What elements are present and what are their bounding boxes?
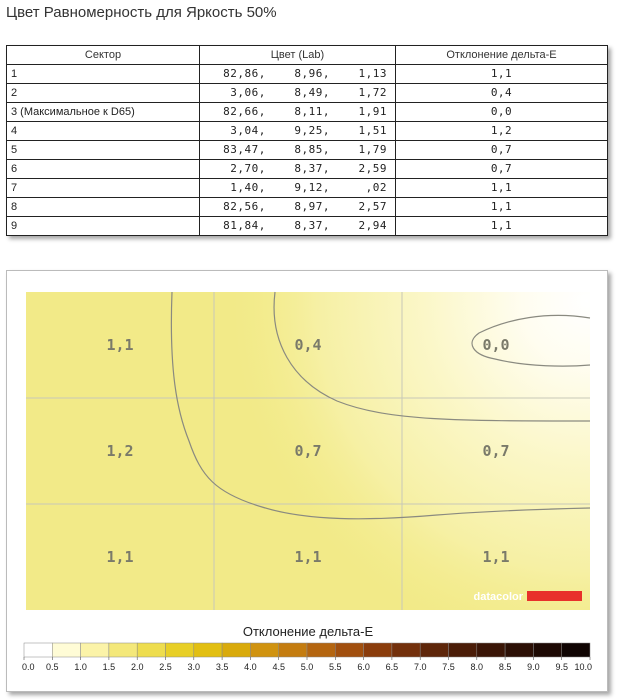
legend-swatch	[222, 643, 250, 657]
table-row	[7, 103, 608, 122]
legend-color-scale	[24, 643, 590, 657]
legend-swatch	[392, 643, 420, 657]
legend-swatch	[335, 643, 363, 657]
uniformity-heatmap	[7, 271, 607, 691]
table-row	[7, 160, 608, 179]
delta-e-cell: 1,1	[396, 198, 608, 217]
legend-tick-label: 5.5	[329, 662, 342, 672]
legend-swatch	[52, 643, 80, 657]
legend-tick-label: 6.0	[357, 662, 370, 672]
column-header-lab: Цвет (Lab)	[200, 46, 396, 65]
heatmap-cell-label: 1,1	[482, 548, 510, 566]
table-row	[7, 122, 608, 141]
heatmap-cell-label: 0,0	[482, 336, 510, 354]
legend-title: Отклонение дельта-E	[242, 624, 374, 639]
lab-cell: 3,06, 8,49, 1,72	[200, 84, 396, 103]
legend-tick-label: 0.0	[22, 662, 35, 672]
legend-tick-label: 5.0	[300, 662, 314, 672]
legend-tick-label: 4.0	[244, 662, 257, 672]
delta-e-cell: 0,0	[396, 103, 608, 122]
heatmap-cell-label: 1,1	[294, 548, 322, 566]
legend-tick-label: 8.5	[498, 662, 512, 672]
legend-tick-label: 8.0	[470, 662, 484, 672]
sector-cell: 3 (Максимальное к D65)	[7, 103, 200, 122]
heatmap-cell-label: 0,7	[294, 442, 322, 460]
legend-tick-label: 4.5	[272, 662, 285, 672]
legend-tick-label: 9.5	[555, 662, 568, 672]
lab-cell: 82,86, 8,96, 1,13	[200, 65, 396, 84]
delta-e-cell: 0,7	[396, 160, 608, 179]
delta-e-cell: 0,4	[396, 84, 608, 103]
sector-cell: 2	[7, 84, 200, 103]
legend-swatch	[194, 643, 222, 657]
table-row	[7, 179, 608, 198]
legend-swatch	[477, 643, 505, 657]
legend-swatch	[24, 643, 52, 657]
sector-cell: 6	[7, 160, 200, 179]
datacolor-bar	[527, 591, 582, 601]
legend-tick-label: 3.0	[187, 662, 201, 672]
legend-tick-label: 7.5	[442, 662, 455, 672]
legend-swatch	[166, 643, 194, 657]
table-row	[7, 141, 608, 160]
legend-swatch	[420, 643, 448, 657]
legend-tick-label: 9.0	[527, 662, 540, 672]
delta-e-cell: 1,1	[396, 217, 608, 236]
sector-cell: 4	[7, 122, 200, 141]
sector-cell: 7	[7, 179, 200, 198]
heatmap-cell-label: 1,2	[106, 442, 134, 460]
table-row	[7, 198, 608, 217]
legend-swatch	[81, 643, 109, 657]
sector-cell: 9	[7, 217, 200, 236]
lab-cell: 3,04, 9,25, 1,51	[200, 122, 396, 141]
legend-tick-label: 3.5	[215, 662, 229, 672]
heatmap-cell-label: 0,4	[294, 336, 322, 354]
table-row	[7, 217, 608, 236]
legend-swatch	[533, 643, 561, 657]
lab-cell: 82,66, 8,11, 1,91	[200, 103, 396, 122]
legend-tick-label: 2.5	[159, 662, 172, 672]
lab-cell: 81,84, 8,37, 2,94	[200, 217, 396, 236]
table-row	[7, 65, 608, 84]
legend-swatch	[137, 643, 165, 657]
sector-cell: 5	[7, 141, 200, 160]
column-header-sector: Сектор	[7, 46, 200, 65]
lab-cell: 1,40, 9,12, ,02	[200, 179, 396, 198]
legend-tick-label: 6.5	[385, 662, 399, 672]
uniformity-heatmap-panel	[6, 270, 608, 692]
legend-swatch	[279, 643, 307, 657]
sector-cell: 1	[7, 65, 200, 84]
heatmap-cell-label: 1,1	[106, 548, 134, 566]
column-header-delta-e: Отклонение дельта-E	[396, 46, 608, 65]
legend-tick-label: 2.0	[130, 662, 144, 672]
delta-e-cell: 0,7	[396, 141, 608, 160]
legend-swatch	[505, 643, 533, 657]
heatmap-cell-label: 1,1	[106, 336, 134, 354]
heatmap-cell-label: 0,7	[482, 442, 510, 460]
legend-tick-labels	[22, 657, 592, 672]
delta-e-cell: 1,2	[396, 122, 608, 141]
page-title: Цвет Равномерность для Яркость 50%	[6, 4, 277, 21]
uniformity-table	[6, 45, 608, 236]
legend-tick-label: 1.0	[74, 662, 87, 672]
lab-cell: 83,47, 8,85, 1,79	[200, 141, 396, 160]
legend-swatch	[307, 643, 335, 657]
table-header-row	[7, 46, 608, 65]
lab-cell: 82,56, 8,97, 2,57	[200, 198, 396, 217]
legend-swatch	[109, 643, 137, 657]
sector-cell: 8	[7, 198, 200, 217]
delta-e-cell: 1,1	[396, 179, 608, 198]
legend-tick-label: 7.0	[413, 662, 427, 672]
delta-e-cell: 1,1	[396, 65, 608, 84]
legend-swatch	[562, 643, 590, 657]
lab-cell: 2,70, 8,37, 2,59	[200, 160, 396, 179]
legend-tick-label: 0.5	[46, 662, 59, 672]
legend-tick-label: 1.5	[102, 662, 116, 672]
datacolor-logo: datacolor	[473, 591, 523, 603]
legend-swatch	[449, 643, 477, 657]
legend-tick-label: 10.0	[574, 662, 592, 672]
uniformity-table-container	[6, 45, 608, 236]
legend-swatch	[364, 643, 392, 657]
legend-swatch	[250, 643, 278, 657]
table-row	[7, 84, 608, 103]
